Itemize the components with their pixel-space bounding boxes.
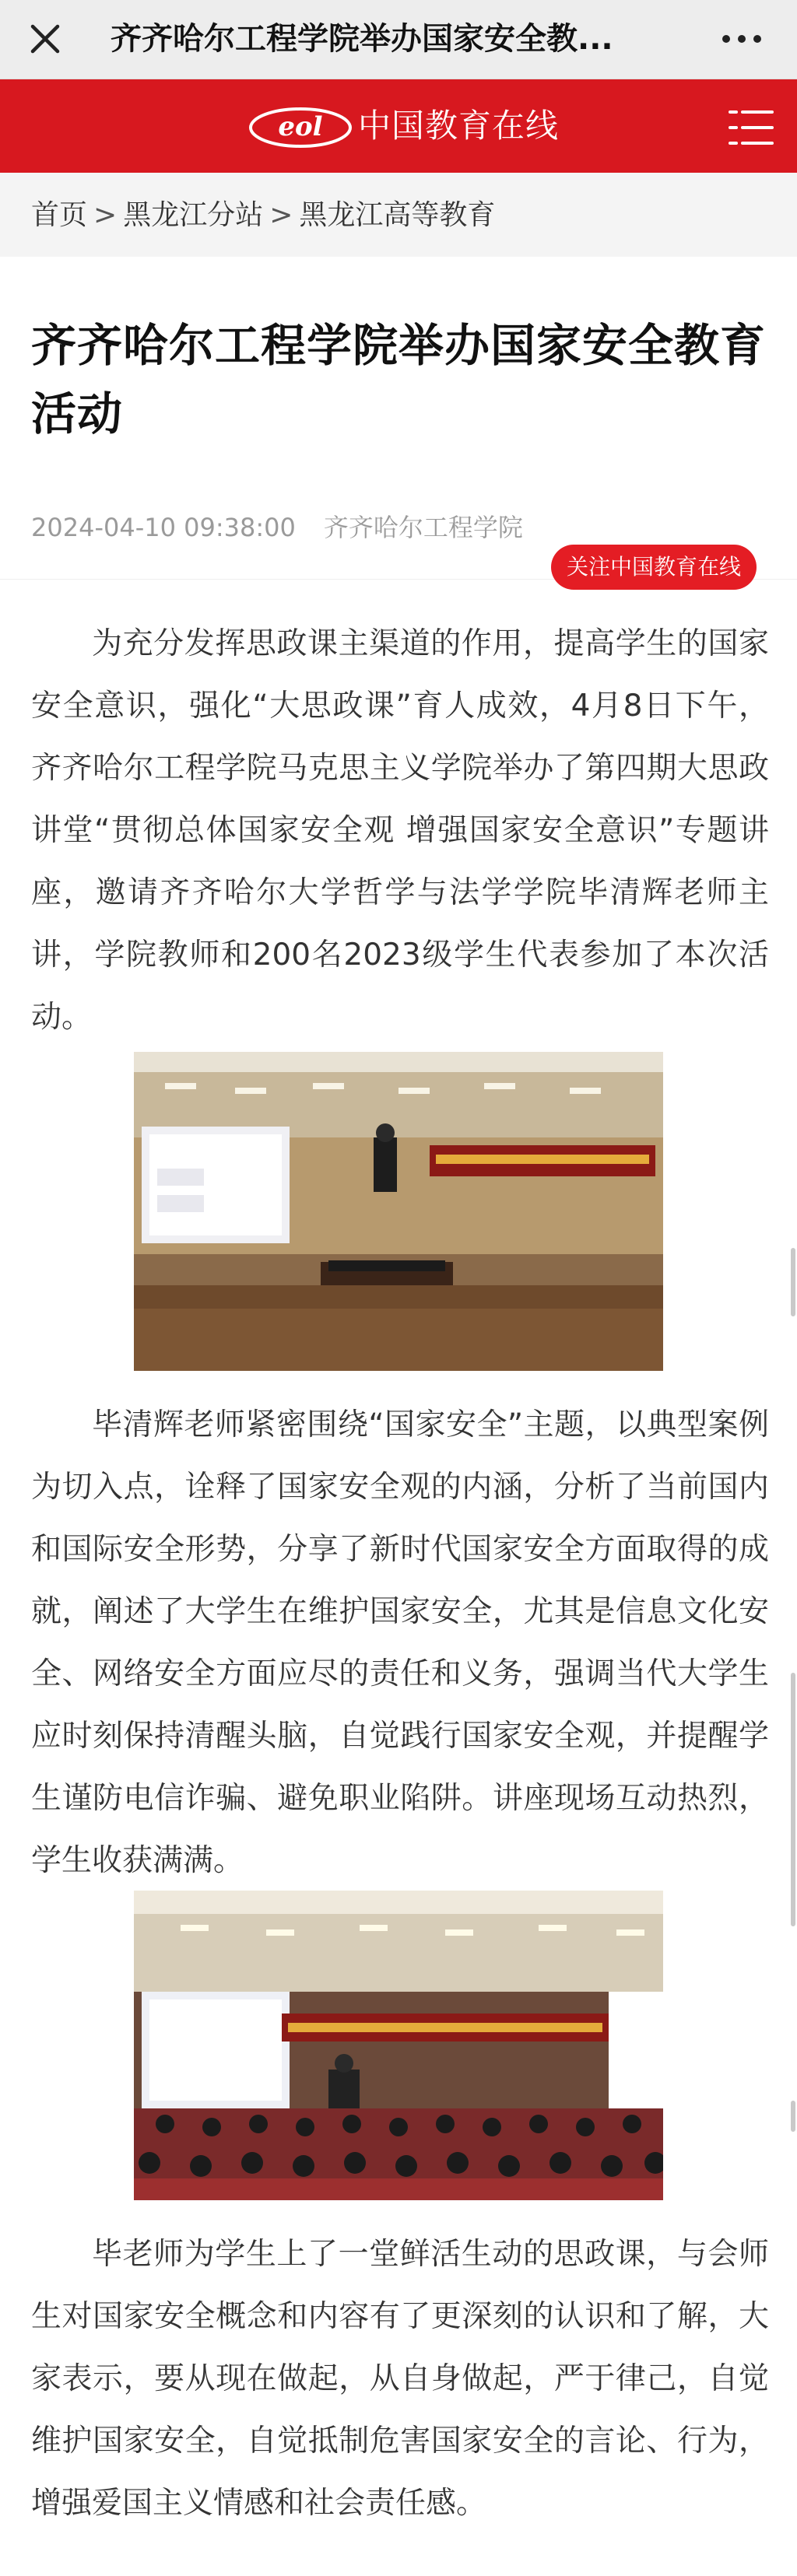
- breadcrumb: [0, 173, 797, 257]
- article-meta: [31, 509, 523, 546]
- publish-date: 2024-04-10 09:38:00: [31, 513, 296, 542]
- svg-text:eol: eol: [278, 111, 323, 142]
- breadcrumb-separator: >: [93, 199, 118, 231]
- brand-name[interactable]: 中国教育在线: [358, 107, 560, 145]
- breadcrumb-heilongjiang-branch[interactable]: 黑龙江分站: [123, 199, 264, 231]
- brand-header: [0, 79, 797, 173]
- scrollbar-thumb[interactable]: [791, 1248, 795, 1316]
- scrollbar-thumb[interactable]: [791, 1673, 795, 1926]
- article-source: 齐齐哈尔工程学院: [323, 513, 523, 542]
- close-icon[interactable]: [23, 17, 67, 61]
- lecture-photo-2: [134, 1891, 663, 2200]
- breadcrumb-home[interactable]: 首页: [31, 199, 88, 231]
- article-paragraph-1: 为充分发挥思政课主渠道的作用，提高学生的国家安全意识，强化“大思政课”育人成效，4月8日下午，齐齐哈尔工程学院马克思主义学院举办了第四期大思政讲堂“贯彻总体国家安全观 增强国家安全意识”专题讲座，邀请齐齐哈尔大学哲学与法学学院毕清辉老师主讲，学院教师和200名2023级学生代表参加了本次活动。: [31, 626, 769, 1035]
- breadcrumb-separator: >: [269, 199, 293, 231]
- article-title: 齐齐哈尔工程学院举办国家安全教育活动: [31, 319, 767, 440]
- breadcrumb-higher-education[interactable]: 黑龙江高等教育: [299, 199, 496, 231]
- scrollbar-thumb[interactable]: [791, 2101, 795, 2132]
- lecture-photo-1: [134, 1052, 663, 1371]
- more-dots-icon[interactable]: [716, 17, 767, 61]
- menu-icon[interactable]: [727, 107, 775, 148]
- eol-logo-icon[interactable]: [246, 101, 355, 151]
- follow-button[interactable]: 关注中国教育在线: [551, 545, 757, 590]
- article-paragraph-3: 毕老师为学生上了一堂鲜活生动的思政课，与会师生对国家安全概念和内容有了更深刻的认识和了解，大家表示，要从现在做起，从自身做起，严于律己，自觉维护国家安全，自觉抵制危害国家安全的言论、行为，增强爱国主义情感和社会责任感。: [31, 2237, 769, 2521]
- window-title: 齐齐哈尔工程学院举办国家安全教...: [111, 21, 613, 57]
- article-paragraph-2: 毕清辉老师紧密围绕“国家安全”主题，以典型案例为切入点，诠释了国家安全观的内涵，分析了当前国内和国际安全形势，分享了新时代国家安全方面取得的成就，阐述了大学生在维护国家安全，尤其是信息文化安全、网络安全方面应尽的责任和义务，强调当代大学生应时刻保持清醒头脑，自觉践行国家安全观，并提醒学生谨防电信诈骗、避免职业陷阱。讲座现场互动热烈，学生收获满满。: [31, 1407, 769, 1878]
- app-topbar: [0, 0, 797, 79]
